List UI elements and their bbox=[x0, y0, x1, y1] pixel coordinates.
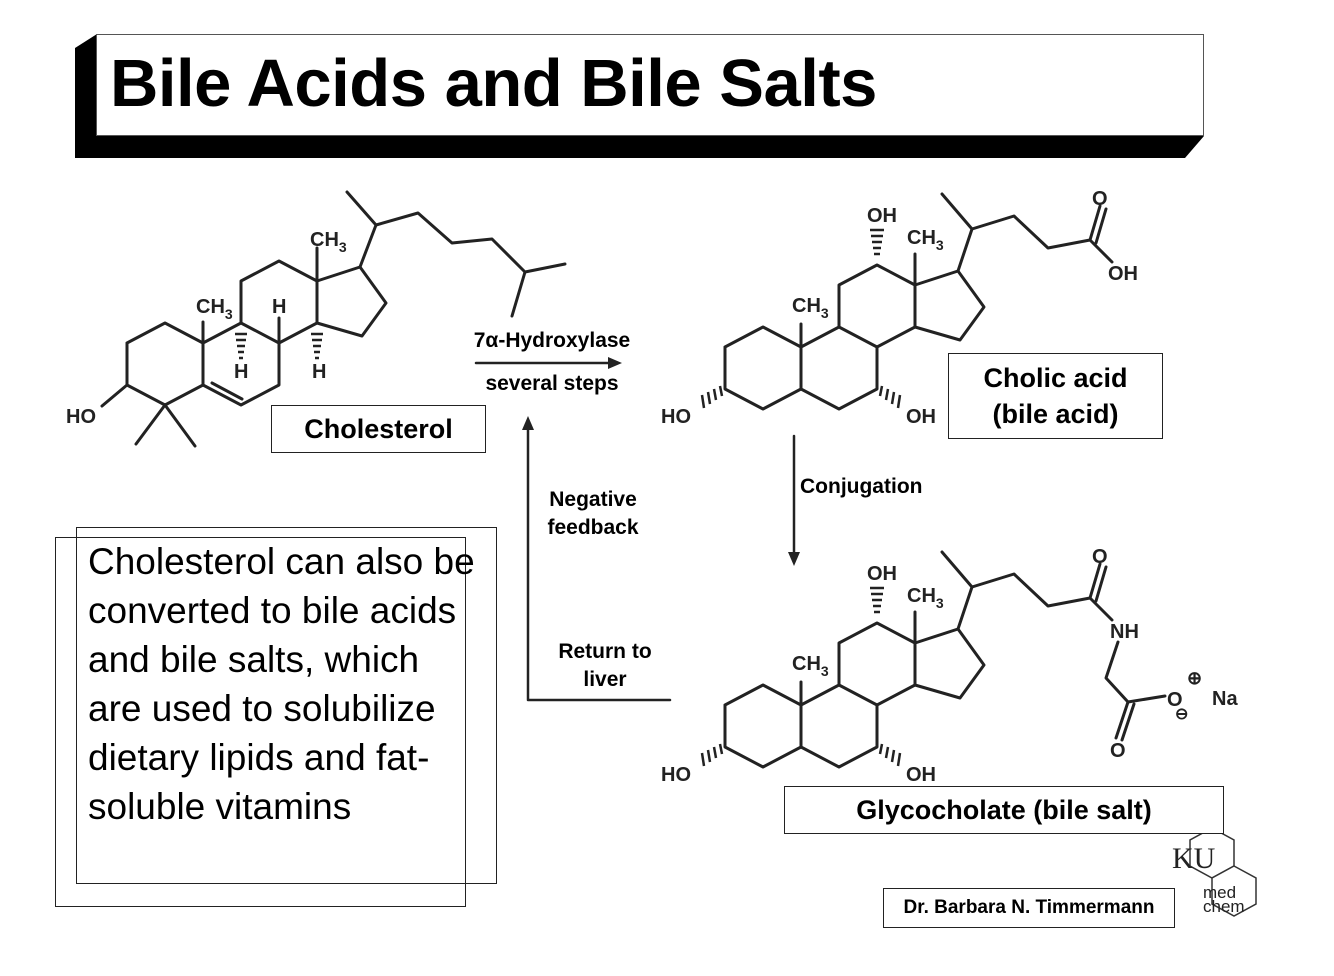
glycocholate-label: Glycocholate (bile salt) bbox=[784, 786, 1224, 834]
glyco-ch3-19: $CH_3$ bbox=[792, 653, 829, 679]
ku-logo-text: KU bbox=[1172, 842, 1216, 875]
glyco-ch3-18: $CH_3$ bbox=[907, 585, 944, 611]
logo-chem-text: chem bbox=[1203, 897, 1245, 916]
cholic-carbonyl-o: O bbox=[1092, 188, 1108, 210]
page-title: Bile Acids and Bile Salts bbox=[110, 46, 877, 121]
negative-feedback-line2: feedback bbox=[547, 516, 639, 539]
author-box: Dr. Barbara N. Timmermann bbox=[883, 888, 1175, 928]
glyco-carbonyl-o: O bbox=[1110, 740, 1126, 762]
return-line1: Return to bbox=[558, 640, 652, 663]
cholic-acid-label-line2: (bile acid) bbox=[992, 399, 1119, 429]
enzyme-label: 7α-Hydroxylase bbox=[473, 329, 631, 352]
glyco-na: Na bbox=[1212, 688, 1238, 710]
ku-medchem-logo bbox=[1172, 828, 1256, 916]
note-text: Cholesterol can also be converted to bile acids and bile salts, which are used to solubilize dietary lipids and fat-soluble vitamins bbox=[88, 541, 475, 827]
arrow-conjugation bbox=[788, 436, 800, 566]
cholic-ho-3: HO bbox=[661, 406, 691, 428]
cholic-acid-label-line1: Cholic acid bbox=[983, 363, 1128, 393]
glyco-oh-7: OH bbox=[906, 764, 936, 786]
cholesterol-ch3-19: $CH_3$ bbox=[196, 296, 233, 322]
glyco-nh: NH bbox=[1110, 621, 1139, 643]
glyco-oh-12: OH bbox=[867, 563, 897, 585]
glyco-minus-charge: ⊖ bbox=[1175, 706, 1189, 723]
conjugation-label: Conjugation bbox=[800, 475, 923, 498]
return-to-liver-label bbox=[540, 638, 670, 694]
cholic-acid-oh: OH bbox=[1108, 263, 1138, 285]
glyco-plus-charge: ⊕ bbox=[1187, 668, 1203, 688]
glyco-ho-3: HO bbox=[661, 764, 691, 786]
cholesterol-h-14: H bbox=[312, 361, 327, 383]
glyco-amide-o: O bbox=[1092, 546, 1108, 568]
cholesterol-label: Cholesterol bbox=[271, 405, 486, 453]
cholic-acid-label bbox=[948, 353, 1163, 439]
cholic-ch3-18: $CH_3$ bbox=[907, 227, 944, 253]
logo-med-text: med bbox=[1203, 883, 1237, 902]
cholesterol-h-9: H bbox=[234, 361, 249, 383]
cholesterol-ho: HO bbox=[66, 406, 96, 428]
several-steps-label: several steps bbox=[485, 372, 619, 395]
cholesterol-h-8: H bbox=[272, 296, 287, 318]
glyco-carboxylate-o: O bbox=[1167, 689, 1183, 711]
arrow-hydroxylase bbox=[476, 357, 622, 369]
cholesterol-ch3-18: $CH_3$ bbox=[310, 229, 347, 255]
cholic-oh-12: OH bbox=[867, 205, 897, 227]
cholic-oh-7: OH bbox=[906, 406, 936, 428]
return-line2: liver bbox=[583, 668, 627, 691]
negative-feedback-label bbox=[528, 486, 658, 542]
cholic-ch3-19: $CH_3$ bbox=[792, 295, 829, 321]
negative-feedback-line1: Negative bbox=[549, 488, 637, 511]
